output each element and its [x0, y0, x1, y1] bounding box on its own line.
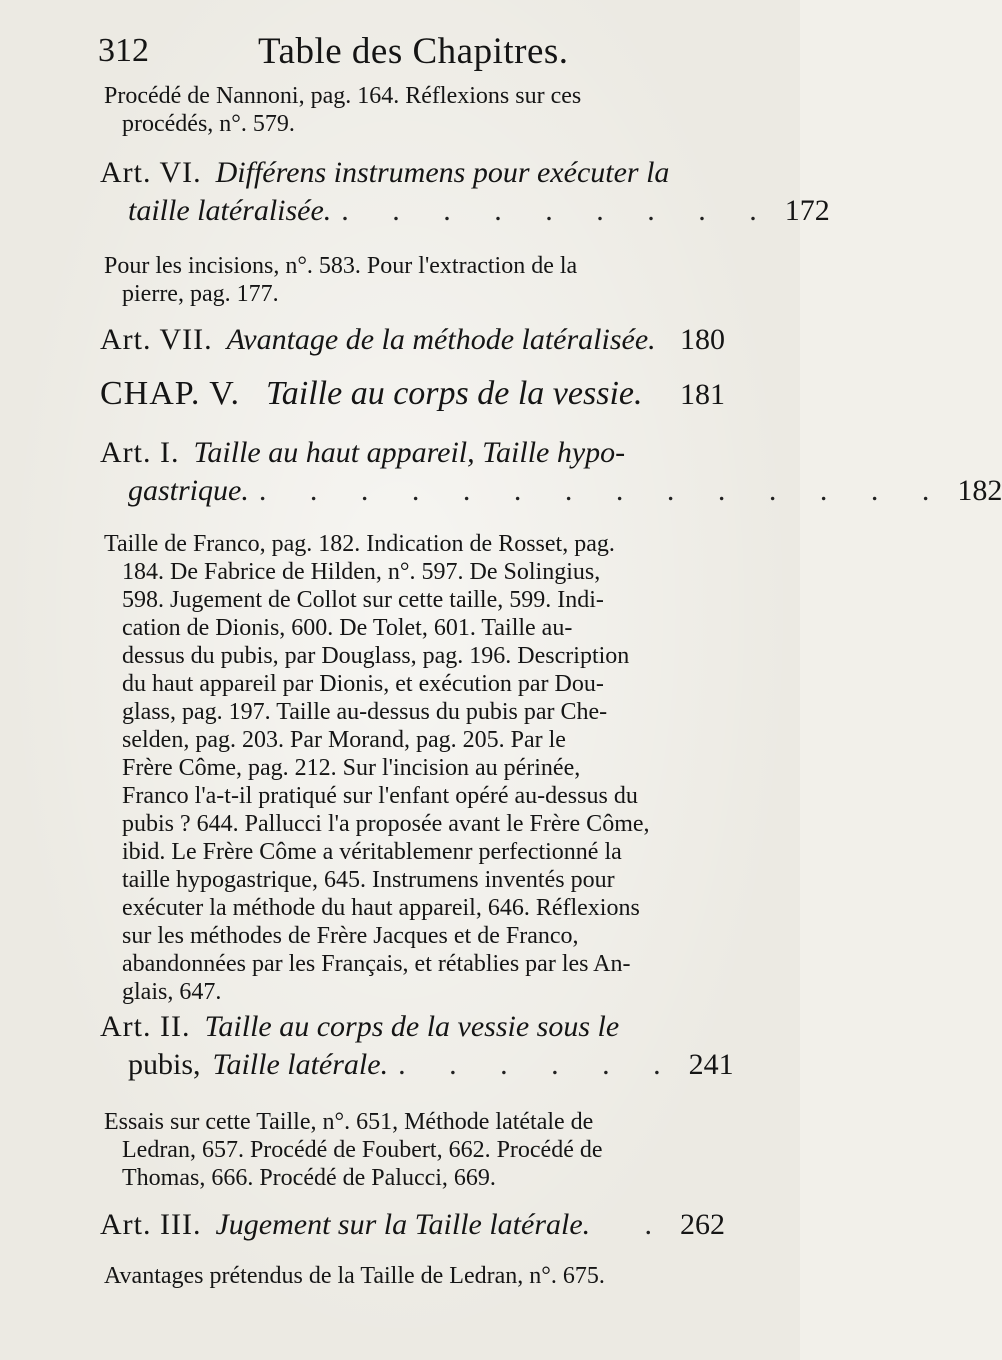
- toc-entry-art-6[interactable]: [100, 156, 830, 228]
- entry-page: 262: [680, 1208, 725, 1241]
- entry-label: Art. III.: [100, 1208, 202, 1241]
- art-2-paragraph: [104, 1108, 724, 1192]
- toc-entry-art-2[interactable]: [100, 1010, 734, 1082]
- entry-title: Différens instrumens pour exécuter la: [215, 156, 670, 189]
- entry-label: Art. VII.: [100, 323, 213, 356]
- text-line: Franco l'a-t-il pratiqué sur l'enfant opéré au-dessus du: [122, 783, 638, 809]
- entry-label: Art. II.: [100, 1010, 191, 1043]
- intro-paragraph: [104, 82, 724, 138]
- toc-entry-art-7[interactable]: [100, 323, 725, 357]
- entry-title-continued: Taille latérale.: [212, 1048, 389, 1081]
- entry-page: 241: [688, 1048, 734, 1081]
- text-line: Frère Côme, pag. 212. Sur l'incision au périnée,: [122, 755, 581, 781]
- text-line: Pour les incisions, n°. 583. Pour l'extraction de la: [104, 253, 578, 279]
- running-title: Table des Chapitres.: [258, 31, 569, 72]
- entry-title-continued: gastrique.: [128, 474, 249, 507]
- art-1-paragraph: [104, 530, 724, 1006]
- text-line: Avantages prétendus de la Taille de Ledran, n°. 675.: [104, 1263, 605, 1289]
- toc-entry-chapter-5[interactable]: [100, 375, 725, 413]
- text-line: selden, pag. 203. Par Morand, pag. 205. Par le: [122, 727, 566, 753]
- text-line: procédés, n°. 579.: [122, 111, 295, 137]
- text-line: du haut appareil par Dionis, et exécution par Dou-: [122, 671, 604, 697]
- text-line: sur les méthodes de Frère Jacques et de Franco,: [122, 923, 579, 949]
- text-line: Thomas, 666. Procédé de Palucci, 669.: [122, 1165, 496, 1191]
- entry-page: 180: [680, 323, 725, 356]
- text-line: glass, pag. 197. Taille au-dessus du pubis par Che-: [122, 699, 608, 725]
- dot-leader: .: [644, 1208, 670, 1241]
- text-line: ibid. Le Frère Côme a véritablemenr perfectionné la: [122, 839, 622, 865]
- dot-leader: . . . . . . . . .: [341, 194, 775, 227]
- text-line: abandonnées par les Français, et rétablies par les An-: [122, 951, 631, 977]
- dot-leader: . . . . . . . . . . . . . .: [258, 474, 948, 507]
- entry-title: Avantage de la méthode latéralisée.: [226, 323, 656, 356]
- text-line: Procédé de Nannoni, pag. 164. Réflexions sur ces: [104, 83, 582, 109]
- art-6-paragraph: [104, 252, 724, 308]
- chapter-label: CHAP. V.: [100, 375, 240, 412]
- page-header: [98, 28, 738, 78]
- entry-title: Jugement sur la Taille latérale.: [215, 1208, 591, 1241]
- text-line: 598. Jugement de Collot sur cette taille, 599. Indi-: [122, 587, 604, 613]
- text-line: 184. De Fabrice de Hilden, n°. 597. De Solingius,: [122, 559, 601, 585]
- page-number: 312: [98, 32, 149, 69]
- dot-leader: . . . . . .: [398, 1048, 679, 1081]
- text-line: Essais sur cette Taille, n°. 651, Méthode latétale de: [104, 1109, 594, 1135]
- entry-title-continued: taille latéralisée.: [128, 194, 332, 227]
- chapter-title: Taille au corps de la vessie.: [265, 375, 643, 412]
- text-line: cation de Dionis, 600. De Tolet, 601. Taille au-: [122, 615, 573, 641]
- chapter-page: 181: [680, 378, 725, 411]
- entry-page: 172: [784, 194, 830, 227]
- entry-page: 182: [957, 474, 1002, 507]
- entry-title: Taille au haut appareil, Taille hypo-: [193, 436, 626, 469]
- entry-title-continued-roman: pubis,: [128, 1048, 201, 1081]
- entry-title: Taille au corps de la vessie sous le: [204, 1010, 620, 1043]
- text-line: glais, 647.: [122, 979, 222, 1005]
- text-line: pubis ? 644. Pallucci l'a proposée avant le Frère Côme,: [122, 811, 650, 837]
- text-line: pierre, pag. 177.: [122, 281, 279, 307]
- entry-label: Art. VI.: [100, 156, 202, 189]
- text-line: taille hypogastrique, 645. Instrumens inventés pour: [122, 867, 615, 893]
- text-line: dessus du pubis, par Douglass, pag. 196. Description: [122, 643, 630, 669]
- text-line: exécuter la méthode du haut appareil, 646. Réflexions: [122, 895, 640, 921]
- text-line: Taille de Franco, pag. 182. Indication de Rosset, pag.: [104, 531, 615, 557]
- toc-entry-art-3[interactable]: [100, 1208, 725, 1242]
- text-line: Ledran, 657. Procédé de Foubert, 662. Procédé de: [122, 1137, 603, 1163]
- entry-label: Art. I.: [100, 436, 180, 469]
- art-3-paragraph: [104, 1262, 724, 1290]
- toc-entry-art-1[interactable]: [100, 436, 1002, 508]
